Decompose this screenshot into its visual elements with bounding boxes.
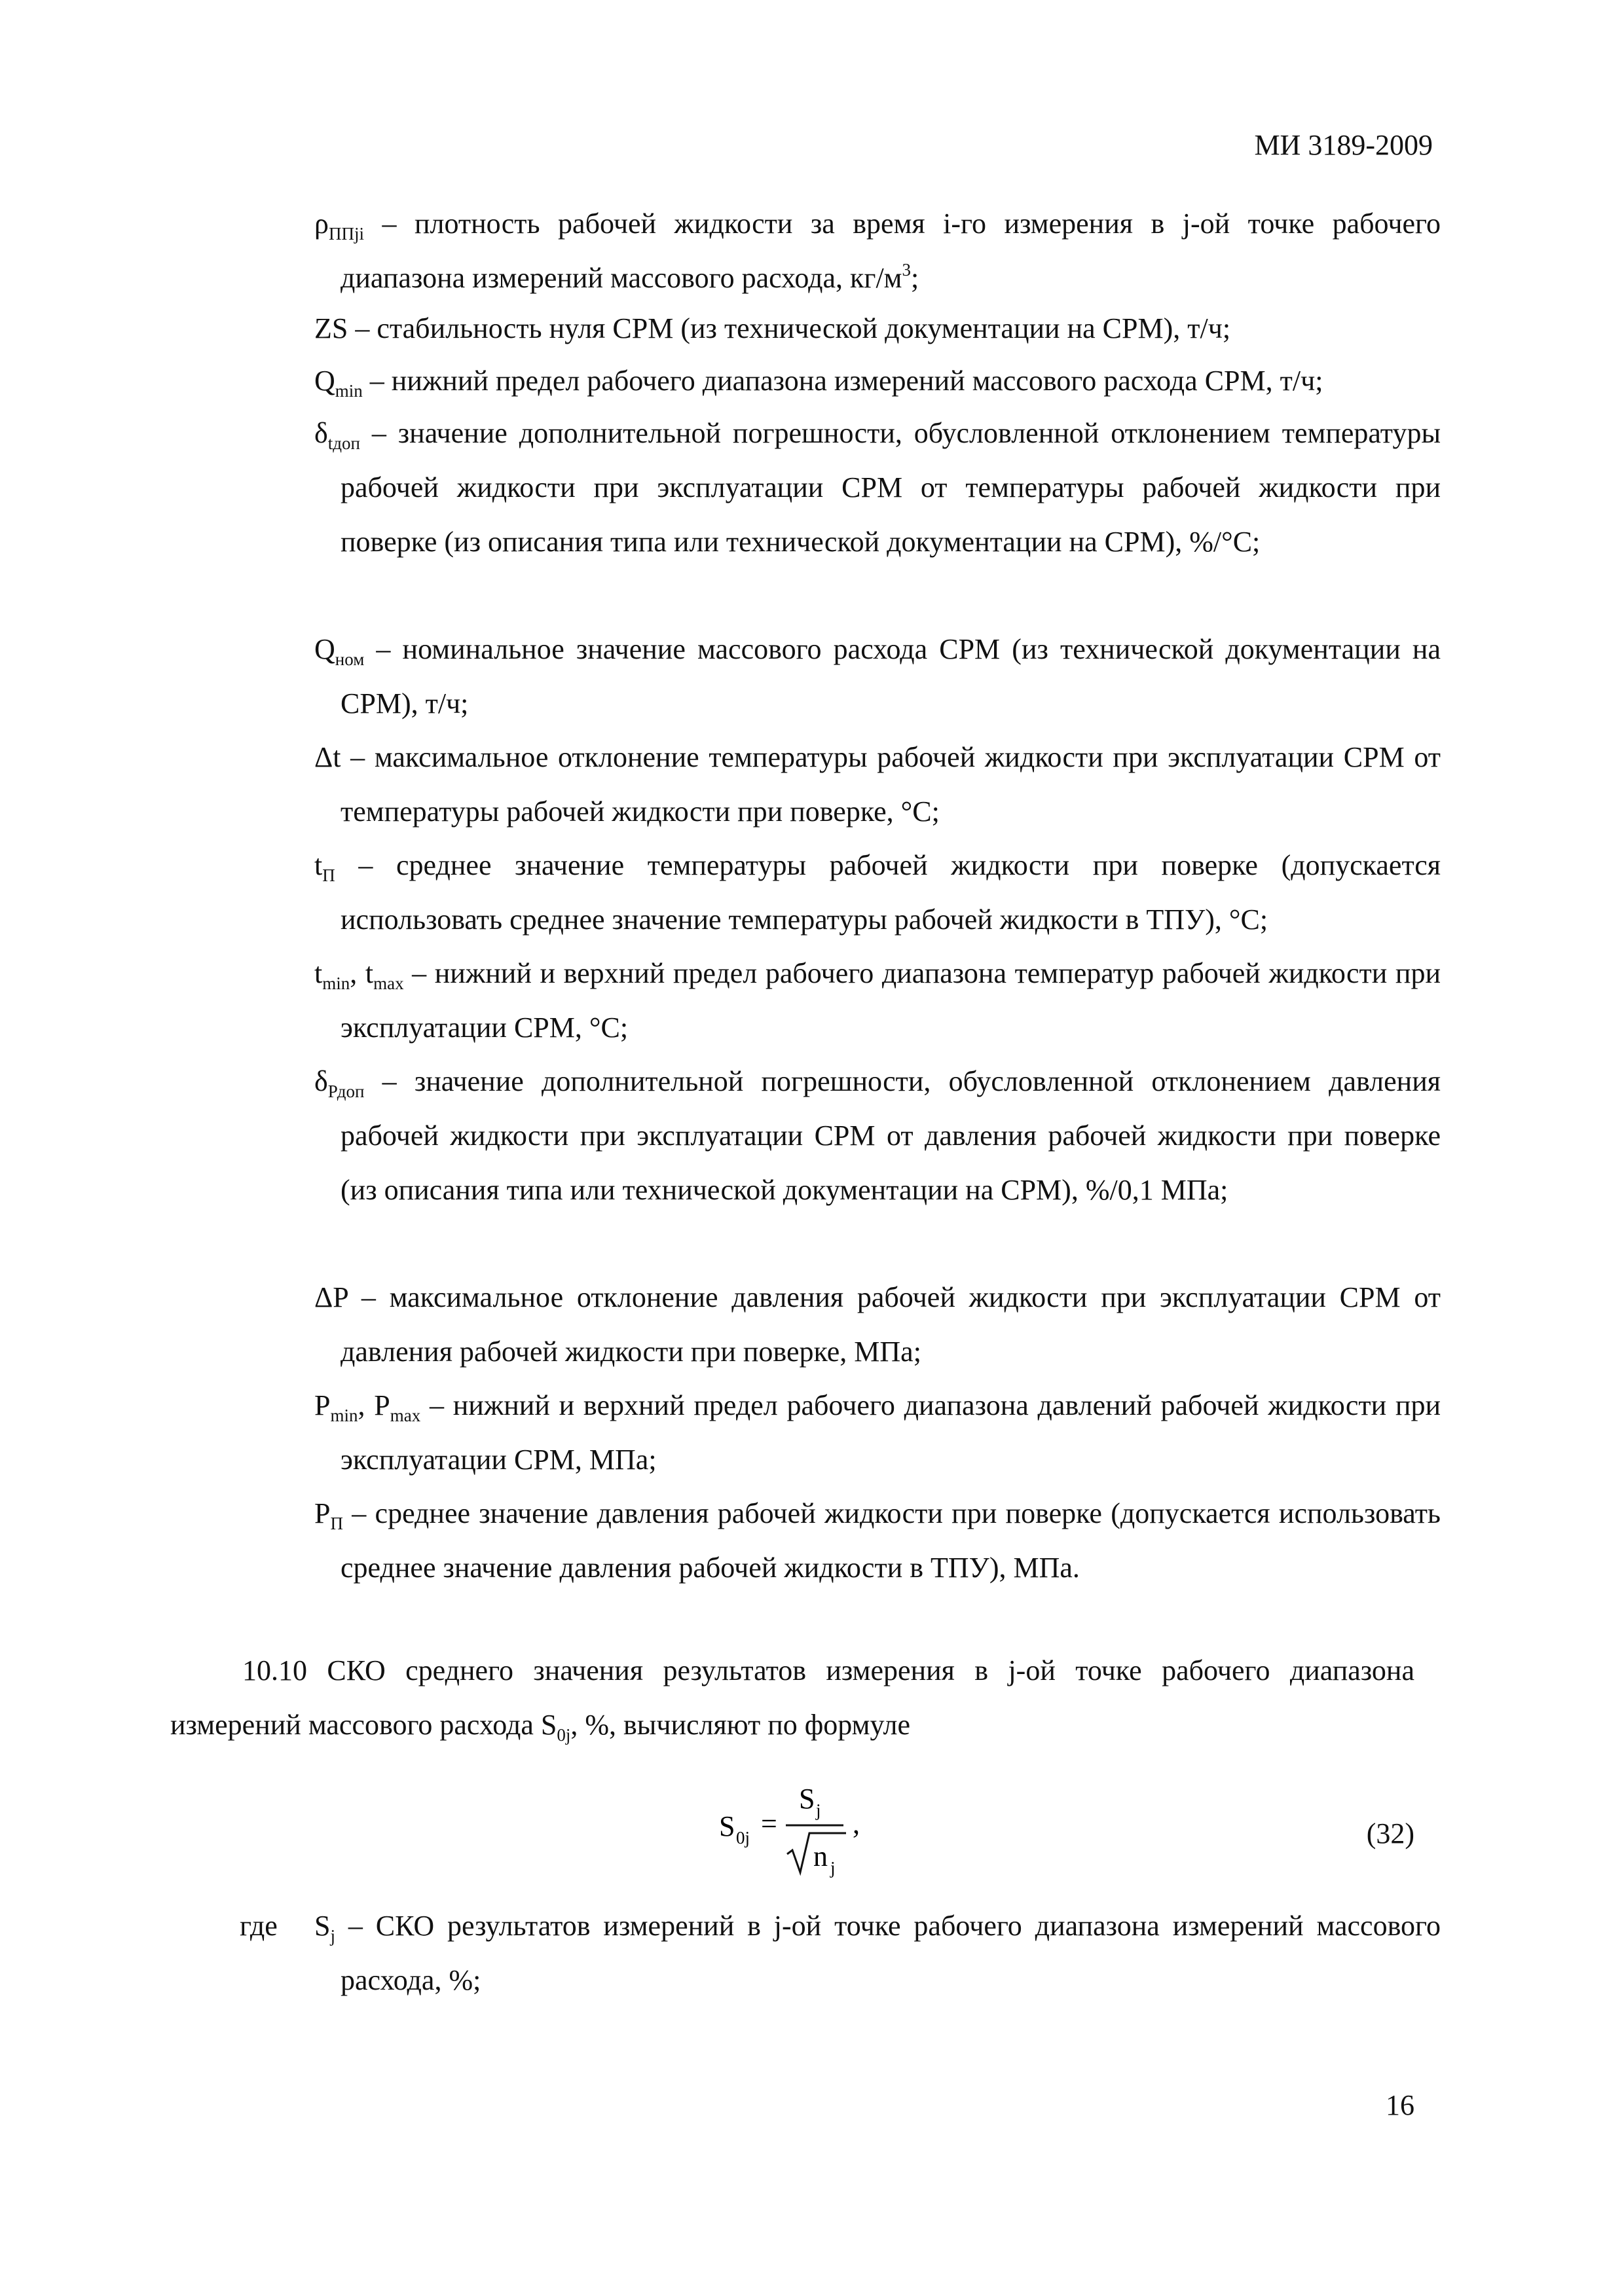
definition-item: Δt – максимальное отклонение температуры рабочей жидкости при эксплуатации СРМ от температуры рабочей жидкости при поверке, °С;: [314, 741, 1441, 828]
definition-item: $t_П$ – среднее значение температуры рабочей жидкости при поверке (допускается использовать среднее значение температуры рабочей жидкости в ТПУ), °С;: [314, 849, 1441, 936]
definition-item: $t_{min}$, $t_{max}$ – нижний и верхний предел рабочего диапазона температур рабочей жидкости при эксплуатации СРМ, °С;: [314, 957, 1441, 1044]
definition-item: $\rho_{ППji}$ – плотность рабочей жидкости за время i-го измерения в j-ой точке рабочего диапазона измерений массового расхода, $кг/м^3$;: [314, 208, 1441, 294]
definition-item: $Q_{ном}$ – номинальное значение массового расхода СРМ (из технической документации на СРМ), т/ч;: [314, 633, 1441, 720]
paragraph-10-10: 10.10 СКО среднего значения результатов измерения в j-ой точке рабочего диапазона измерений массового расхода $S_{0j}$, %, вычисляют по формуле: [170, 1654, 1414, 1745]
formula-denominator: n: [813, 1840, 828, 1872]
where-definition: $S_j$ – СКО результатов измерений в j-ой точке рабочего диапазона измерений массового расхода, %;: [314, 1910, 1441, 1996]
where-label: где: [240, 1910, 278, 1942]
definition-item: $P_{min}$, $P_{max}$ – нижний и верхний предел рабочего диапазона давлений рабочей жидкости при эксплуатации СРМ, МПа;: [314, 1389, 1441, 1476]
formula-numerator: S: [799, 1783, 815, 1815]
definition-item: $Q_{min}$ – нижний предел рабочего диапазона измерений массового расхода СРМ, т/ч;: [314, 365, 1323, 401]
page-number: 16: [1386, 2089, 1414, 2121]
definition-item: $P_П$ – среднее значение давления рабочей жидкости при поверке (допускается использовать среднее значение давления рабочей жидкости в ТПУ), МПа.: [314, 1497, 1441, 1584]
definition-item: $\delta_{Рдоп}$ – значение дополнительной погрешности, обусловленной отклонением давления рабочей жидкости при эксплуатации СРМ от давления рабочей жидкости при поверке (из описания типа или технической документации на СРМ), %/0,1 МПа;: [314, 1065, 1441, 1206]
definition-item: ΔP – максимальное отклонение давления рабочей жидкости при эксплуатации СРМ от давления рабочей жидкости при поверке, МПа;: [314, 1281, 1441, 1368]
formula-denominator-sub: j: [830, 1858, 836, 1878]
formula-comma: ,: [853, 1808, 860, 1840]
equation-number: (32): [1366, 1817, 1414, 1850]
formula-lhs-sub: 0j: [736, 1828, 750, 1848]
document-id-header: МИ 3189-2009: [1254, 129, 1433, 161]
formula-equals: =: [761, 1808, 777, 1840]
definition-item: $\delta_{tдоп}$ – значение дополнительной погрешности, обусловленной отклонением температуры рабочей жидкости при эксплуатации СРМ от температуры рабочей жидкости при поверке (из описания типа или технической документации на СРМ), %/°С;: [314, 417, 1441, 558]
formula-numerator-sub: j: [816, 1800, 821, 1820]
formula-32: [718, 1762, 914, 1893]
formula-lhs: S: [719, 1810, 735, 1842]
definition-item: ZS – стабильность нуля СРМ (из технической документации на СРМ), т/ч;: [314, 312, 1231, 344]
